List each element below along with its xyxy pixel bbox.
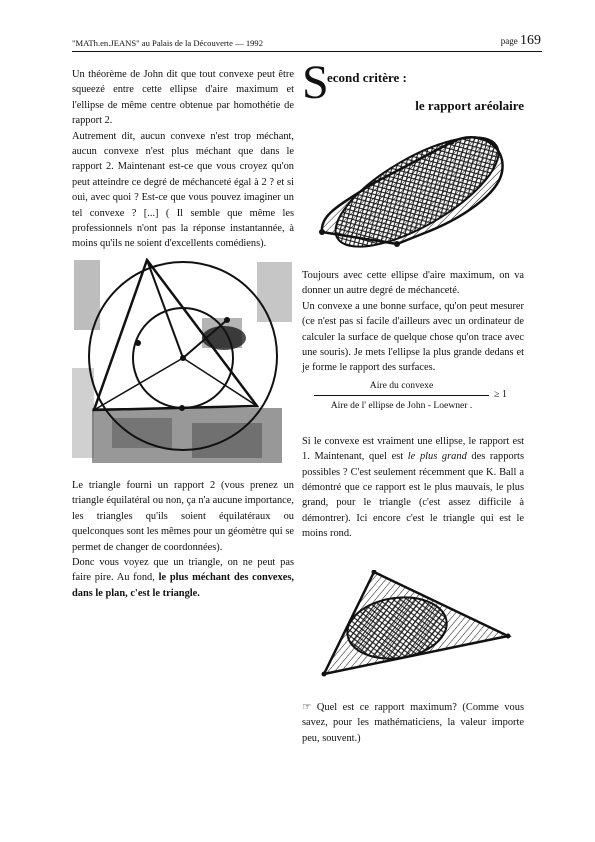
section-title-line2: le rapport aréolaire [415, 98, 524, 113]
conclusion-bold: le plus méchant des convexes, dans le plan, c'est le triangle. [72, 572, 294, 599]
paragraph-question [302, 700, 524, 746]
pointing-hand-icon: ☞ [302, 701, 312, 713]
area-ratio-formula [302, 380, 524, 424]
formula-denominator: Aire de l' ellipse de John - Loewner . [330, 399, 473, 411]
drop-cap: S [302, 56, 329, 109]
paragraph-surface: Un convexe a une bonne surface, qu'on peut mesurer (ce n'est pas si facile d'ailleurs avec un ordinateur de calculer la surface de quelque chose qu'on trace avec une souris). Je mets l'ellipse la plus grande dedans et je forme le rapport des surfaces. [302, 300, 524, 374]
header-rule [72, 51, 542, 52]
page-word: page [500, 36, 518, 46]
paragraph-k-ball [302, 434, 524, 542]
k-ball-text-a: Si le convexe est vraiment une ellipse, le rapport est 1. Maintenant, quel est [302, 435, 524, 463]
paragraph-john-theorem: Un théorème de John dit que tout convexe peut être squeezé entre cette ellipse d'aire maximum et l'ellipse de même centre obtenue par homothétie de rapport 2. [72, 69, 294, 127]
conclusion-text: Donc vous voyez que un triangle, on ne peut pas faire pire. Au fond, [72, 556, 294, 584]
formula-numerator: Aire du convexe [369, 379, 434, 391]
formula-relation: ≥ 1 [494, 388, 507, 400]
section-title [302, 56, 524, 114]
triangle-ellipse-hatched-figure [302, 570, 524, 690]
k-ball-text-b: des rapports possibles ? C'est seulement récemment que K. Ball a démontré que ce rapport est le plus mauvais, le plus grand, pour le triangle (c'est assez difficile à démontrer). Ici encore c'est le triangle qui est le moins rond. [302, 451, 524, 540]
k-ball-emphasis: le plus grand [407, 451, 467, 463]
left-column [72, 67, 294, 601]
section-title-line1: econd critère : [327, 70, 407, 85]
paragraph-ellipse-degre: Toujours avec cette ellipse d'aire maximum, on va donner un autre degré de méchanceté. [302, 270, 524, 297]
running-header: "MATh.en.JEANS" au Palais de la Découverte — 1992 [72, 38, 264, 48]
question-text: Quel est ce rapport maximum? (Comme vous savez, pour les mathématiciens, la valeur importe peu, souvent.) [302, 701, 524, 744]
triangle-inscribed-ellipse-figure [72, 258, 294, 470]
paragraph-conclusion [72, 555, 294, 601]
fraction-bar [314, 395, 489, 396]
right-column [302, 56, 524, 746]
page-number-value: 169 [520, 33, 541, 48]
paragraph-triangle-rapport: Le triangle fourni un rapport 2 (vous prenez un triangle équilatéral ou non, ça n'a aucune importance, les triangles qu'ils soient équilatéraux ou quelconques sont les mêmes pour un géomètre qui se permet de changer de coordonnées). [72, 479, 294, 553]
convex-ellipse-hatched-figure [302, 114, 524, 256]
page-number [501, 33, 541, 49]
paragraph-mechancete: Autrement dit, aucun convexe n'est trop méchant, aucun convexe n'est plus méchant que dans le rapport 2. Maintenant est-ce que vous croyez qu'on peut atteindre ce degré de méchanceté égal à 2 ? et si oui, avec quoi ? Est-ce que vous pouvez imaginer un tel convexe ? [...] ( Il semble que même les professionnels n'ont pas la réponse instantannée, à moins qu'ils ne soient d'excellents comédiens). [72, 130, 294, 250]
